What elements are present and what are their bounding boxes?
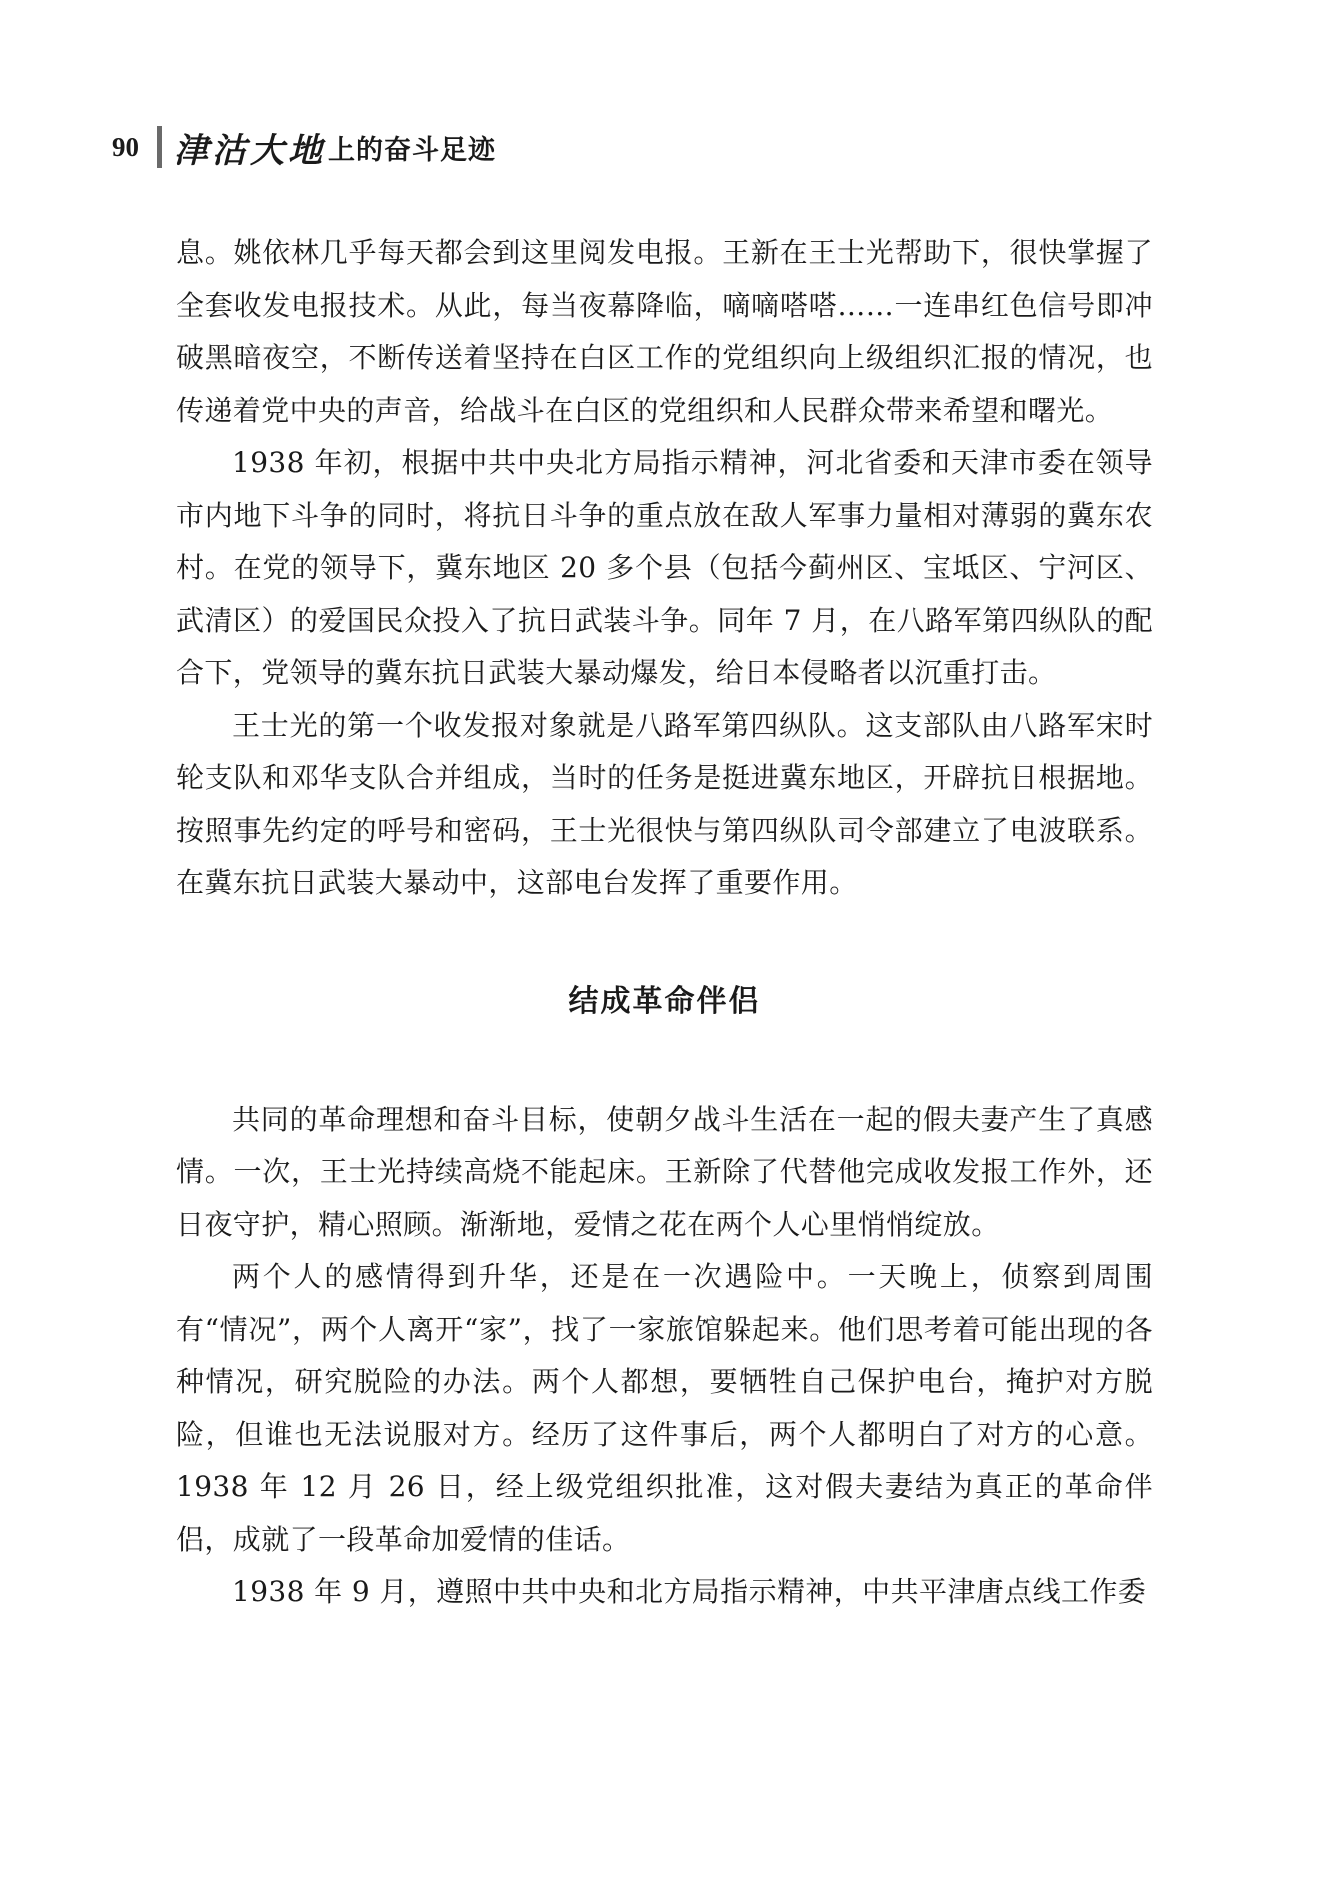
paragraph: 1938 年初，根据中共中央北方局指示精神，河北省委和天津市委在领导市内地下斗争的同时，将抗日斗争的重点放在敌人军事力量相对薄弱的冀东农村。在党的领导下，冀东地区 20 多个县（包括今蓟州区、宝坻区、宁河区、武清区）的爱国民众投入了抗日武装斗争。同年 7 月，在八路军第四纵队的配合下，党领导的冀东抗日武装大暴动爆发，给日本侵略者以沉重打击。 [176,446,1153,689]
paragraph: 王士光的第一个收发报对象就是八路军第四纵队。这支部队由八路军宋时轮支队和邓华支队合并组成，当时的任务是挺进冀东地区，开辟抗日根据地。按照事先约定的呼号和密码，王士光很快与第四纵队司令部建立了电波联系。在冀东抗日武装大暴动中，这部电台发挥了重要作用。 [176,708,1153,899]
book-title-calligraphy: 津沽大地 [174,130,326,171]
paragraph: 1938 年 9 月，遵照中共中央和北方局指示精神，中共平津唐点线工作委 [232,1575,1147,1608]
page-body [176,227,1153,1619]
header-divider [157,126,162,168]
section-heading: 结成革命伴侣 [568,983,761,1019]
paragraph: 共同的革命理想和奋斗目标，使朝夕战斗生活在一起的假夫妻产生了真感情。一次，王士光持续高烧不能起床。王新除了代替他完成收发报工作外，还日夜守护，精心照顾。渐渐地，爱情之花在两个人心里悄悄绽放。 [176,1102,1153,1241]
page-number: 90 [112,131,139,162]
book-title-rest: 上的奋斗足迹 [328,134,496,166]
paragraph: 息。姚依林几乎每天都会到这里阅发电报。王新在王士光帮助下，很快掌握了全套收发电报技术。从此，每当夜幕降临，嘀嘀嗒嗒……一连串红色信号即冲破黑暗夜空，不断传送着坚持在白区工作的党组织向上级组织汇报的情况，也传递着党中央的声音，给战斗在白区的党组织和人民群众带来希望和曙光。 [176,236,1153,427]
paragraph: 两个人的感情得到升华，还是在一次遇险中。一天晚上，侦察到周围有“情况”，两个人离开“家”，找了一家旅馆躲起来。他们思考着可能出现的各种情况，研究脱险的办法。两个人都想，要牺牲自己保护电台，掩护对方脱险，但谁也无法说服对方。经历了这件事后，两个人都明白了对方的心意。1938 年 12 月 26 日，经上级党组织批准，这对假夫妻结为真正的革命伴侣，成就了一段革命加爱情的佳话。 [176,1260,1153,1556]
page-header [112,122,496,172]
